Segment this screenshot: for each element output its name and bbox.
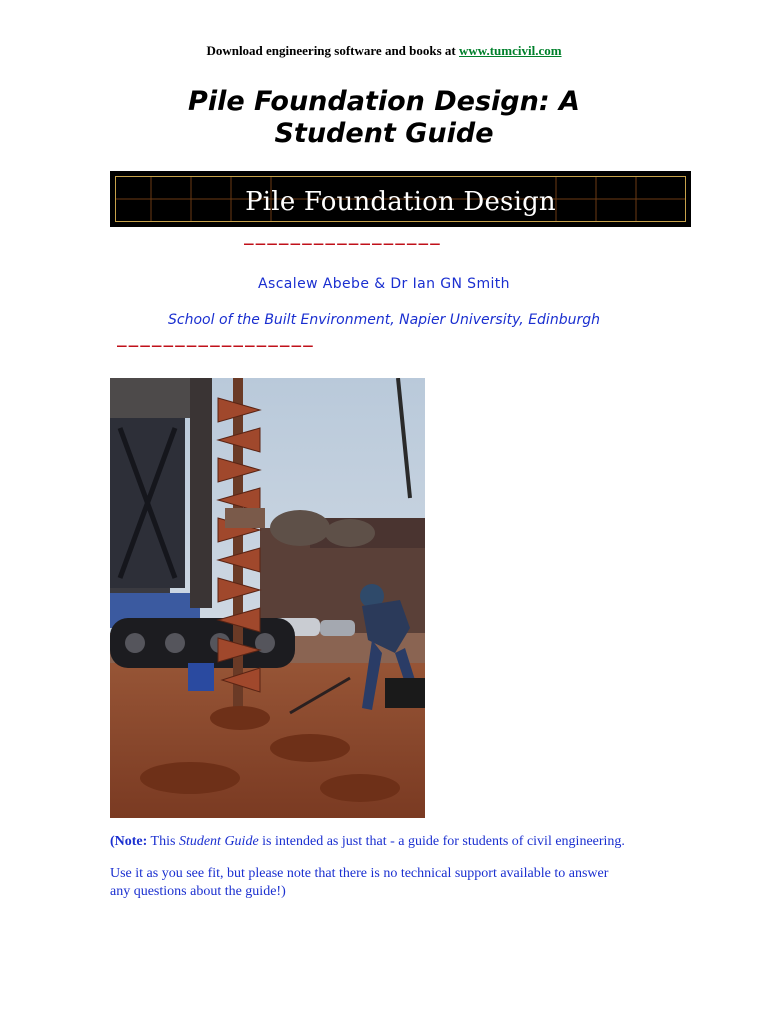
title-banner [110, 171, 691, 227]
pile-auger-photo [110, 378, 425, 818]
divider-top: _________________ [244, 226, 442, 245]
photo-illustration [110, 378, 425, 818]
note-label: (Note: [110, 834, 148, 849]
authors: Ascalew Abebe & Dr Ian GN Smith [258, 276, 510, 292]
banner-text: Pile Foundation Design [245, 187, 556, 217]
note-p1-post: is intended as just that - a guide for students of civil engineering. [258, 834, 625, 849]
title-line-1: Pile Foundation Design: A [188, 86, 580, 117]
title-line-2: Student Guide [274, 118, 494, 149]
note-paragraph-1 [110, 833, 630, 851]
download-site-link[interactable]: www.tumcivil.com [459, 43, 562, 58]
banner-frame [115, 176, 686, 222]
note-p1-italic: Student Guide [178, 834, 259, 849]
note-p1-pre: This [147, 834, 179, 849]
download-line [0, 43, 768, 59]
note-paragraph-2: Use it as you see fit, but please note that there is no technical support available to answer any questions about the guide!) [110, 866, 609, 899]
school-affiliation: School of the Built Environment, Napier University, Edinburgh [168, 312, 600, 328]
divider-bottom: _________________ [117, 328, 315, 347]
download-prefix: Download engineering software and books at [206, 43, 459, 58]
document-title [0, 86, 768, 150]
note-block [110, 833, 630, 915]
